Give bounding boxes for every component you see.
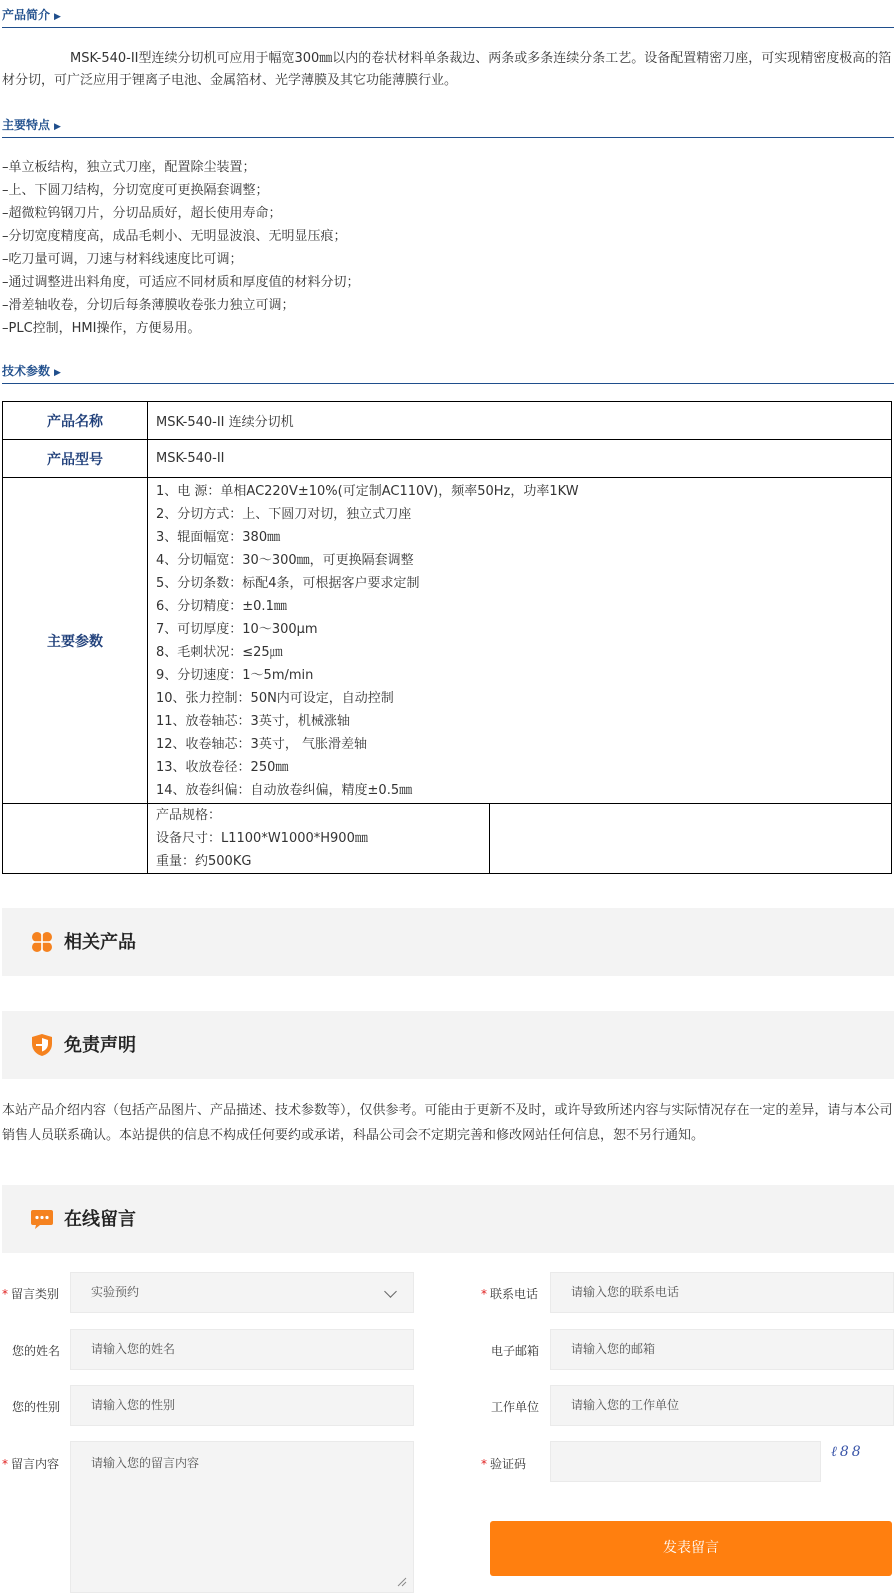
disclaimer-header [2,1011,894,1079]
spec-list [148,804,490,874]
param-item: 9、分切速度：1～5m/min [156,667,314,683]
email-label: 电子邮箱 [491,1344,540,1358]
company-label: 工作单位 [491,1400,540,1414]
feature-item: –吃刀量可调，刀速与材料线速度比可调； [2,252,243,267]
param-item: 1、电 源：单相AC220V±10%(可定制AC110V)，频率50Hz，功率1KW [156,483,579,499]
captcha-label: * 验证码 [481,1457,527,1471]
table-row [3,804,892,874]
product-model-value: MSK-540-II [148,440,892,478]
disclaimer-text: 本站产品介绍内容（包括产品图片、产品描述、技术参数等），仅供参考。可能由于更新不及时，或许导致所述内容与实际情况存在一定的差异，请与本公司销售人员联系确认。本站提供的信息不构成任何要约或承诺，科晶公司会不定期完善和修改网站任何信息，恕不另行通知。 [2,1103,893,1143]
triangle-right-icon: ▶ [54,12,61,22]
category-label: * 留言类别 [2,1287,60,1301]
content-label: * 留言内容 [2,1457,60,1471]
feature-item: –通过调整进出料角度，可适应不同材质和厚度值的材料分切； [2,275,360,290]
param-item: 6、分切精度：±0.1㎜ [156,598,287,614]
resize-handle-icon[interactable] [397,1577,407,1587]
gender-label: 您的性别 [12,1400,61,1414]
gender-input[interactable]: 请输入您的性别 [70,1385,414,1426]
submit-button[interactable]: 发表留言 [490,1521,892,1576]
param-item: 5、分切条数：标配4条，可根据客户要求定制 [156,575,420,591]
spec-item: 产品规格： [156,808,222,823]
intro-text: MSK-540-II型连续分切机可应用于幅宽300㎜以内的卷状材料单条裁边、两条或多条连续分条工艺。设备配置精密刀座，可实现精密度极高的箔材分切，可广泛应用于锂离子电池、金属箔材、光学薄膜及其它功能薄膜行业。 [2,51,892,88]
feature-item: –分切宽度精度高，成品毛刺小、无明显波浪、无明显压痕； [2,229,347,244]
params-section-title: 技术参数 ▶ [2,364,61,378]
empty-cell [490,804,892,874]
category-select[interactable]: 实验预约 [70,1272,414,1313]
param-item: 12、收卷轴芯：3英寸， 气胀滑差轴 [156,736,367,752]
product-name-label: 产品名称 [3,402,148,440]
feature-item: –超微粒钨钢刀片，分切品质好，超长使用寿命； [2,206,282,221]
shield-icon [30,1033,54,1057]
phone-label: * 联系电话 [481,1287,539,1301]
table-row [3,440,892,478]
intro-section-title: 产品简介 ▶ [2,8,61,22]
grid-flower-icon [30,930,54,954]
param-item: 11、放卷轴芯：3英寸，机械涨轴 [156,713,350,729]
feature-item: –滑差轴收卷，分切后每条薄膜收卷张力独立可调； [2,298,295,313]
email-input[interactable]: 请输入您的邮箱 [550,1329,894,1370]
message-form-header [2,1185,894,1253]
captcha-input[interactable] [550,1441,821,1482]
params-table [2,401,892,874]
param-item: 2、分切方式：上、下圆刀对切，独立式刀座 [156,506,412,522]
features-section-title: 主要特点 ▶ [2,118,61,132]
param-item: 10、张力控制：50N内可设定，自动控制 [156,690,394,706]
param-item: 7、可切厚度：10～300μm [156,621,318,637]
table-row [3,478,892,804]
main-params-list [148,478,892,804]
spec-item: 重量：约500KG [156,854,252,869]
name-input[interactable]: 请输入您的姓名 [70,1329,414,1370]
phone-input[interactable]: 请输入您的联系电话 [550,1272,894,1313]
feature-item: –单立板结构，独立式刀座，配置除尘装置； [2,160,256,175]
intro-section-header [2,0,894,28]
message-form-title: 在线留言 [64,1209,136,1230]
param-item: 13、收放卷径：250㎜ [156,759,289,775]
empty-cell [3,804,148,874]
name-label: 您的姓名 [12,1344,61,1358]
related-products-header [2,908,894,976]
params-section-header [2,356,894,384]
related-products-title: 相关产品 [64,932,136,953]
param-item: 8、毛刺状况：≤25㎛ [156,644,283,660]
feature-item: –上、下圆刀结构，分切宽度可更换隔套调整； [2,183,269,198]
product-model-label: 产品型号 [3,440,148,478]
features-section-header [2,110,894,138]
feature-item: –PLC控制，HMI操作，方便易用。 [2,321,201,336]
company-input[interactable]: 请输入您的工作单位 [550,1385,894,1426]
spec-item: 设备尺寸：L1100*W1000*H900㎜ [156,831,368,846]
features-list [2,156,894,340]
content-textarea[interactable]: 请输入您的留言内容 [70,1441,414,1593]
triangle-right-icon: ▶ [54,368,61,378]
chat-bubble-icon [30,1207,54,1231]
param-item: 14、放卷纠偏：自动放卷纠偏，精度±0.5㎜ [156,782,413,798]
disclaimer-title: 免责声明 [64,1035,136,1056]
main-params-label: 主要参数 [3,478,148,804]
product-name-value: MSK-540-II 连续分切机 [148,402,892,440]
table-row [3,402,892,440]
triangle-right-icon: ▶ [54,122,61,132]
captcha-image[interactable]: ℓ88 [831,1444,864,1460]
param-item: 3、辊面幅宽：380㎜ [156,529,281,545]
chevron-down-icon [384,1285,397,1298]
param-item: 4、分切幅宽：30～300㎜，可更换隔套调整 [156,552,414,568]
